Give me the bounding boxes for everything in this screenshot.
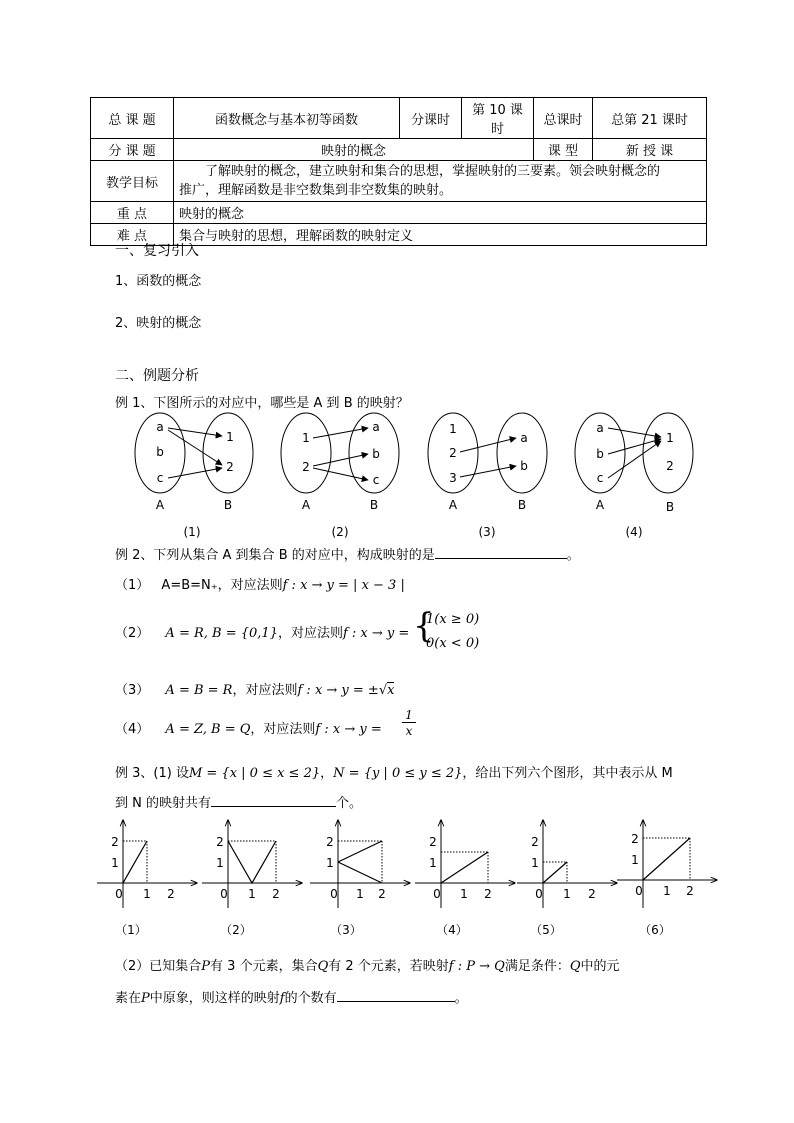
piecewise-case2: 0(x < 0) [426,636,480,651]
g3-x0: 0 [330,887,338,901]
ex3-2-f2: f [279,991,285,1006]
item3-number: （3） [115,683,150,698]
g1-caption: （1） [115,923,147,937]
piecewise-case1: 1(x ≥ 0) [426,612,480,627]
d4-set-b-oval [643,413,693,493]
d1-label-0: a [156,420,164,434]
item4-math-b: f : x → y = [315,722,382,737]
d2-label-2: a [372,420,380,434]
d2-set-b: B [369,498,379,512]
ex3-2-P2: P [141,991,150,1006]
item2-number: （2） [115,626,150,641]
piecewise-brace: { [413,606,435,646]
difficult-point: 集合与映射的思想，理解函数的映射定义 [174,224,707,246]
ex3-intro: 例 3、(1) 设 [115,766,189,781]
g4-y1: 1 [429,856,437,870]
ex3-2-f: f : P → Q [448,959,505,974]
d4-label-0: a [596,421,604,435]
example3-answer-blank[interactable] [211,793,336,807]
period-label: 分课时 [400,98,462,139]
ex3-2-Q: Q [317,959,329,974]
ex3-2-l2b: 中原象，则这样的映射 [149,991,280,1006]
ex3-2-l2c: 的个数有 [284,991,337,1006]
d2-label-1: 2 [302,460,310,474]
d3-arrow-3-b [460,466,516,477]
goal-line-1: 了解映射的概念，建立映射和集合的思想，掌握映射的三要素。领会映射概念的 [205,164,661,179]
d2-set-a: A [301,498,311,512]
g4-y2: 2 [429,835,437,849]
g2-caption: （2） [220,923,252,937]
section1-item2: 2、映射的概念 [115,316,202,331]
d3-label-2: 3 [449,471,457,485]
example1-question: 例 1、下图所示的对应中，哪些是 A 到 B 的映射？ [115,396,409,411]
g2-x1: 1 [248,887,256,901]
d3-arrow-2-a [460,438,516,452]
g3-y1: 1 [326,856,334,870]
d1-arrow-c-2 [168,468,222,478]
item2-text: ，对应法则 [277,626,343,641]
d2-label-3: b [372,447,380,461]
g2-y1: 1 [216,856,224,870]
g6-graph-line [643,838,690,880]
ex3-2-a: （2）已知集合 [115,959,202,974]
fraction-denominator: x [405,724,413,738]
example3-part2-line1 [115,955,620,974]
ex3-set-m: M = {x | 0 ≤ x ≤ 2} [188,766,321,781]
ex3-rest: ，给出下列六个图形，其中表示从 M [462,766,673,781]
goal-label: 教学目标 [91,161,174,202]
example3-line2 [115,792,362,811]
d1-label-3: 1 [226,430,234,444]
g1-y1: 1 [111,856,119,870]
total-period: 总第 21 课时 [593,98,707,139]
ex3-line2-b: 个。 [336,796,363,811]
example2-end: 。 [566,548,580,563]
key-point: 映射的概念 [174,202,707,224]
sqrt-symbol: √ [378,683,388,698]
section1-title: 一、复习引入 [115,243,199,259]
d1-set-b-oval [203,413,253,493]
d3-set-b: B [517,498,527,512]
ex3-set-n: N = {y | 0 ≤ y ≤ 2} [333,766,463,781]
item3-math-a: A = B = R [165,683,233,698]
difficult-label: 难 点 [91,224,174,246]
goal-cell [174,161,707,202]
d4-caption: (4) [625,525,643,539]
d2-caption: (2) [331,525,349,539]
d2-arrow-2-c [313,468,368,480]
total-period-label: 总课时 [534,98,593,139]
g2-x0: 0 [220,887,228,901]
g4-x2: 2 [484,887,492,901]
ex3-2-P: P [201,959,211,974]
lesson-header-table [90,97,707,246]
sub-topic-label: 分 课 题 [91,139,174,161]
d3-set-b-oval [497,413,547,493]
type: 新 授 课 [593,139,707,161]
g3-y2: 2 [326,835,334,849]
g4-x1: 1 [460,887,468,901]
d4-set-a: A [595,498,605,512]
item3-math-b: f : x → y = ± [297,683,379,698]
g5-x2: 2 [588,887,596,901]
d2-set-a-oval [281,413,331,493]
ex3-2-Q2: Q [569,959,581,974]
d3-label-4: b [520,459,528,473]
example3-part2-answer-blank[interactable] [337,988,455,1002]
d2-arrow-1-a [313,428,368,438]
sqrt-radicand: x [387,683,395,698]
d2-label-0: 1 [302,431,310,445]
item1-number: （1） [115,578,150,593]
g2-y2: 2 [216,835,224,849]
g6-x0: 0 [635,884,643,898]
example2-item3 [115,679,394,698]
item4-text: ，对应法则 [250,722,316,737]
ex3-2-b: 有 3 个元素，集合 [210,959,318,974]
g6-x2: 2 [686,884,694,898]
g6-x1: 1 [663,884,671,898]
d1-caption: (1) [183,525,201,539]
period: 第 10 课时 [462,98,534,139]
d1-set-b: B [223,498,233,512]
ex3-2-l2d: 。 [454,991,468,1006]
example2-text: 例 2、下列从集合 A 到集合 B 的对应中，构成映射的是 [115,548,435,563]
g5-caption: （5） [530,923,562,937]
section1-item1: 1、函数的概念 [115,274,202,289]
item3-text: ，对应法则 [232,683,298,698]
g1-x1: 1 [143,887,151,901]
g4-graph-line [441,852,488,883]
g1-x0: 0 [115,887,123,901]
type-label: 课 型 [534,139,593,161]
g5-graph-line [543,862,567,883]
g5-x0: 0 [535,887,543,901]
g3-graph-line-down [338,862,382,883]
d3-label-1: 2 [449,446,457,460]
d2-label-4: c [372,473,380,487]
d3-label-0: 1 [449,422,457,436]
ex3-sep: ， [320,766,334,781]
key-label: 重 点 [91,202,174,224]
d2-arrow-2-b [313,454,368,466]
g3-graph-line-up [338,841,382,862]
example2-item2 [115,622,409,641]
d4-set-b: B [665,500,675,514]
d3-caption: (3) [478,525,496,539]
g1-graph-line [123,841,147,883]
g3-x1: 1 [356,887,364,901]
ex3-2-l2a: 素在 [115,991,142,1006]
item4-math-a: A = Z, B = Q [165,722,251,737]
g1-x2: 2 [167,887,175,901]
goal-line-2: 推广，理解函数是非空数集到非空数集的映射。 [179,183,453,198]
example2-answer-blank[interactable] [435,545,567,559]
item2-math-b: f : x → y = [342,626,410,641]
d4-label-4: 2 [666,459,674,473]
g4-caption: （4） [436,923,468,937]
d4-arrow-a-1 [608,428,661,437]
mapping-diagrams [120,408,720,543]
ex3-line2-a: 到 N 的映射共有 [115,796,211,811]
g6-caption: （6） [639,923,671,937]
ex3-2-c: 有 2 个元素，若映射 [328,959,449,974]
d1-label-4: 2 [226,460,234,474]
g2-graph-line [228,841,276,883]
d3-label-3: a [520,431,528,445]
item2-math-a: A = R, B = {0,1} [165,626,278,641]
g3-x2: 2 [378,887,386,901]
d4-label-1: b [596,447,604,461]
fraction-numerator: 1 [402,708,416,723]
ex3-2-e: 中的元 [580,959,620,974]
g1-y2: 2 [111,835,119,849]
function-graphs [95,818,725,943]
total-topic-label: 总 课 题 [91,98,174,139]
item4-number: （4） [115,722,150,737]
g5-y1: 1 [531,856,539,870]
example2-item4 [115,718,382,737]
example3-line1 [115,762,673,781]
g6-y1: 1 [631,853,639,867]
g5-y2: 2 [531,835,539,849]
d4-label-3: 1 [666,431,674,445]
example3-part2-line2 [115,987,468,1006]
example2-question [115,544,580,563]
g6-y2: 2 [631,832,639,846]
section2-title: 二、例题分析 [115,368,199,384]
ex3-2-d: 满足条件： [504,959,570,974]
g5-x1: 1 [563,887,571,901]
d1-set-a: A [155,498,165,512]
g2-x2: 2 [272,887,280,901]
total-topic: 函数概念与基本初等函数 [174,98,400,139]
g3-caption: （3） [330,923,362,937]
d4-label-2: c [596,471,604,485]
d3-set-a: A [448,498,458,512]
sub-topic: 映射的概念 [174,139,534,161]
example2-item1 [115,574,405,593]
g4-x0: 0 [433,887,441,901]
d1-label-2: c [156,471,164,485]
d1-label-1: b [156,445,164,459]
item1-math: f : x → y = | x − 3 | [282,578,405,593]
item1-text: A=B=N₊，对应法则 [161,578,283,593]
